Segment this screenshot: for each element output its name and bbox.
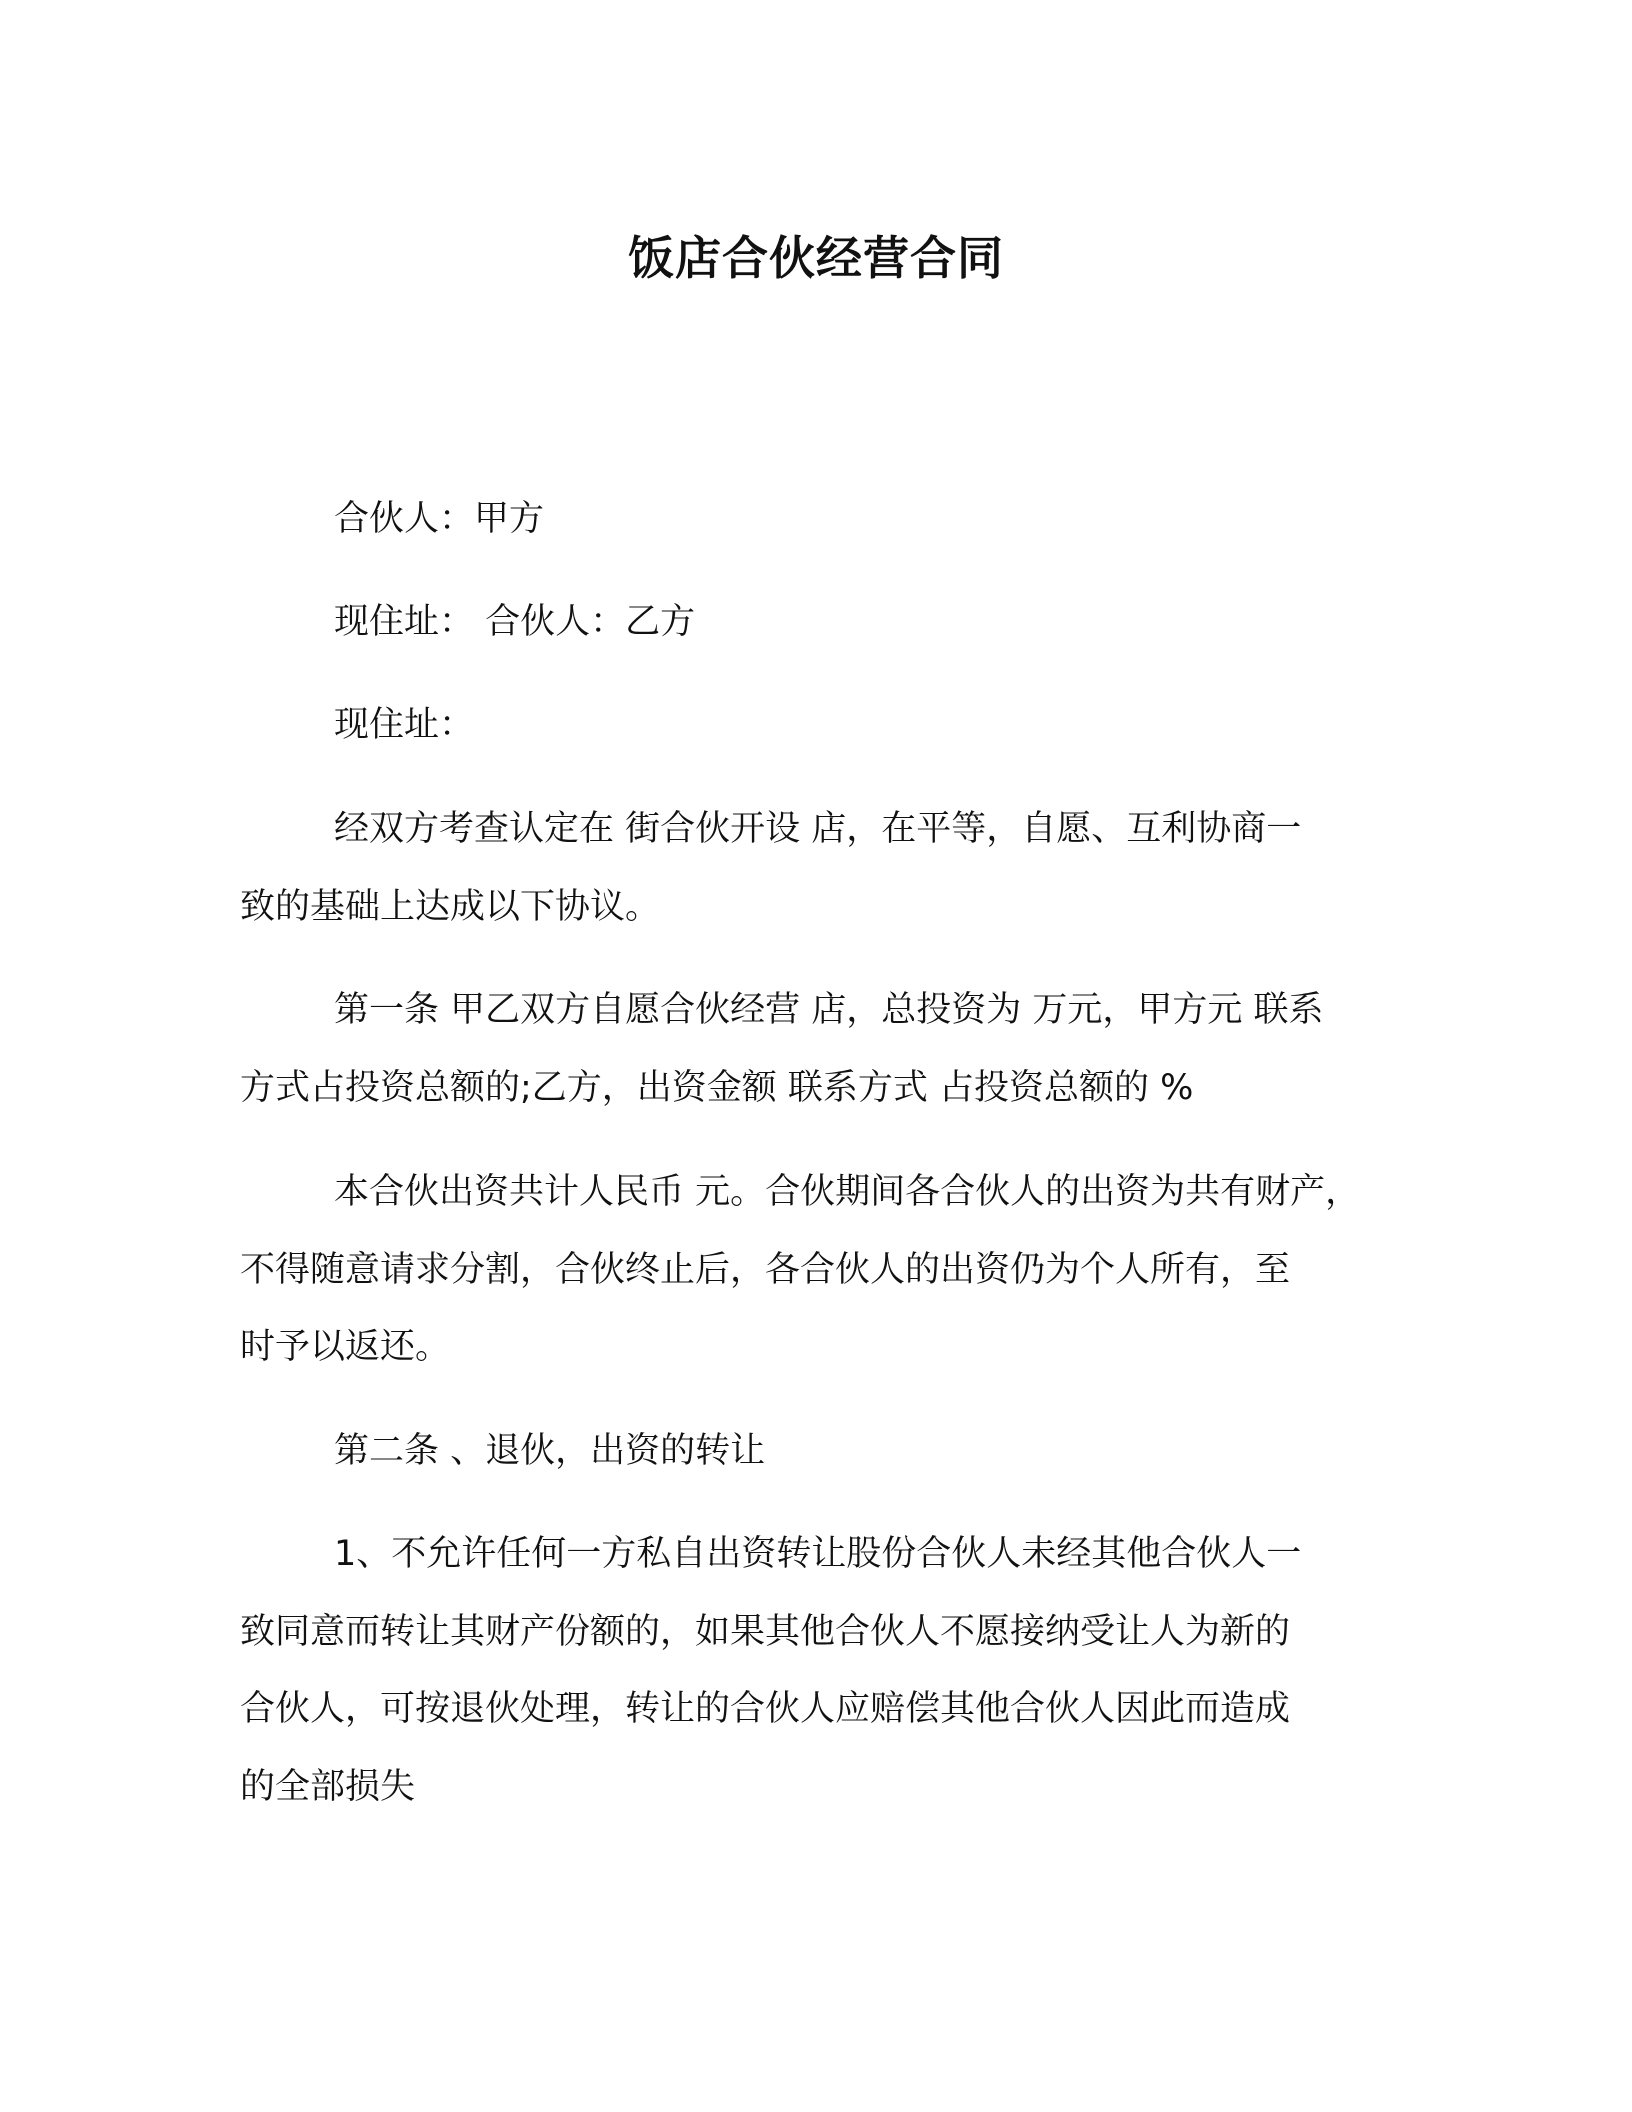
clause-1-line-4: 的全部损失 — [240, 1767, 416, 1807]
article-1-line-2: 方式占投资总额的;乙方，出资金额 联系方式 占投资总额的 % — [240, 1068, 1194, 1108]
partner-a-line: 合伙人：甲方 — [334, 499, 545, 539]
article-1-line-1: 第一条 甲乙双方自愿合伙经营 店，总投资为 万元，甲方元 联系 — [334, 990, 1324, 1030]
capital-line-1: 本合伙出资共计人民币 元。合伙期间各合伙人的出资为共有财产， — [334, 1172, 1361, 1212]
clause-1-line-1: 1、不允许任何一方私自出资转让股份合伙人未经其他合伙人一 — [334, 1534, 1302, 1574]
capital-line-3: 时予以返还。 — [240, 1327, 451, 1367]
clause-1-line-3: 合伙人，可按退伙处理，转让的合伙人应赔偿其他合伙人因此而造成 — [240, 1689, 1291, 1729]
preamble-line-1: 经双方考查认定在 街合伙开设 店，在平等，自愿、互利协商一 — [334, 809, 1302, 849]
preamble-line-2: 致的基础上达成以下协议。 — [240, 887, 661, 927]
document-title: 饭店合伙经营合同 — [628, 231, 1004, 285]
article-2-heading: 第二条 、退伙，出资的转让 — [334, 1431, 766, 1471]
address-line: 现住址： — [334, 705, 475, 745]
address-partner-b-line: 现住址： 合伙人：乙方 — [334, 602, 696, 642]
clause-1-line-2: 致同意而转让其财产份额的，如果其他合伙人不愿接纳受让人为新的 — [240, 1612, 1291, 1652]
capital-line-2: 不得随意请求分割，合伙终止后，各合伙人的出资仍为个人所有，至 — [240, 1250, 1291, 1290]
